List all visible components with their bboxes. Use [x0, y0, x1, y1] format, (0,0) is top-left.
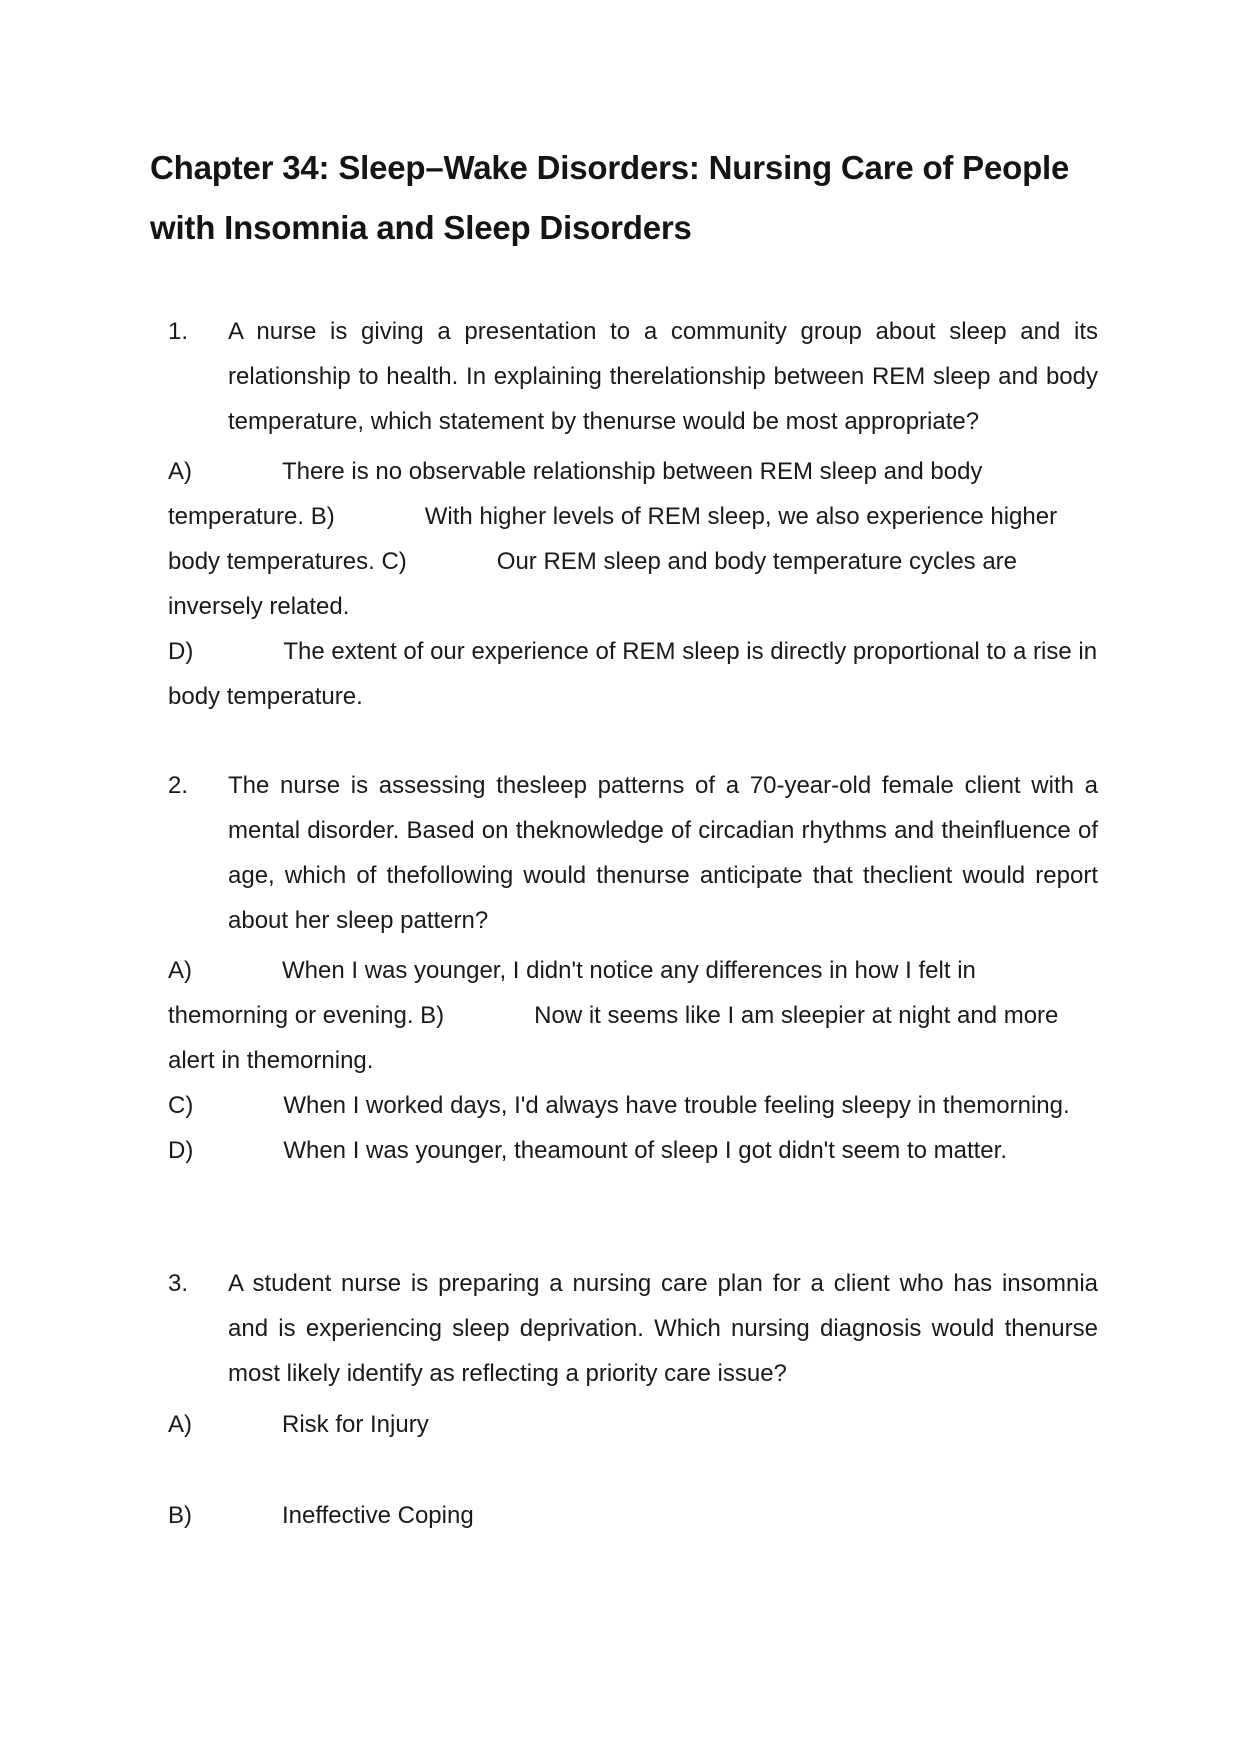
- option-label: A): [168, 458, 192, 485]
- option-a-b: [168, 948, 1098, 1083]
- question-2-options: [168, 948, 1098, 1173]
- option-d: [168, 629, 1098, 719]
- option-text: With higher levels of REM sleep, we also experience higher body temperatures.: [168, 503, 1058, 575]
- option-text: When I worked days, I'd always have trouble feeling sleepy in themorning.: [283, 1092, 1070, 1119]
- option-label: D): [168, 1137, 194, 1164]
- option-label: B): [310, 503, 335, 530]
- option-label: A): [168, 957, 192, 984]
- question-1-options: [168, 449, 1098, 719]
- question-text: The nurse is assessing thesleep patterns of a 70-year-old female client with a mental disorder. Based on theknowledge of circadian rhythms and theinfluence of age, which of thefollowing would thenurse anticipate that theclient would report about her sleep pattern?: [228, 772, 1098, 934]
- option-label: B): [420, 1002, 445, 1029]
- option-text: Our REM sleep and body temperature cycles are inversely related.: [168, 548, 1018, 620]
- chapter-title: Chapter 34: Sleep–Wake Disorders: Nursing Care of People with Insomnia and Sleep Disorders: [150, 149, 1070, 246]
- option-text: There is no observable relationship between REM sleep and body temperature.: [168, 458, 983, 530]
- question-text: A nurse is giving a presentation to a community group about sleep and its relationship to health. In explaining therelationship between REM sleep and body temperature, which statement by thenurse would be most appropriate?: [228, 318, 1098, 435]
- option-text: When I was younger, theamount of sleep I got didn't seem to matter.: [283, 1137, 1007, 1164]
- option-a-b-c: [168, 449, 1098, 629]
- question-number: 3.: [168, 1270, 189, 1297]
- option-label: D): [168, 638, 194, 665]
- option-text: Now it seems like I am sleepier at night and more alert in themorning.: [168, 1002, 1059, 1074]
- option-label: A): [168, 1411, 192, 1438]
- question-3-option-b: [168, 1493, 1098, 1538]
- option-text: The extent of our experience of REM sleep is directly proportional to a rise in body temperature.: [168, 638, 1098, 710]
- option-c-d: [168, 1083, 1098, 1173]
- question-number: 1.: [168, 318, 189, 345]
- option-text: Ineffective Coping: [282, 1502, 474, 1529]
- option-text: When I was younger, I didn't notice any differences in how I felt in themorning or evening.: [168, 957, 976, 1029]
- question-number: 2.: [168, 772, 189, 799]
- option-label: C): [168, 1092, 194, 1119]
- question-text: A student nurse is preparing a nursing care plan for a client who has insomnia and is experiencing sleep deprivation. Which nursing diagnosis would thenurse most likely identify as reflecting a priority care issue?: [228, 1270, 1098, 1387]
- option-label: C): [381, 548, 407, 575]
- question-1: [168, 309, 1098, 444]
- question-2: [168, 763, 1098, 943]
- question-3-option-a: [168, 1402, 1098, 1447]
- question-3: [168, 1261, 1098, 1396]
- option-text: Risk for Injury: [282, 1411, 429, 1438]
- option-label: B): [168, 1502, 192, 1529]
